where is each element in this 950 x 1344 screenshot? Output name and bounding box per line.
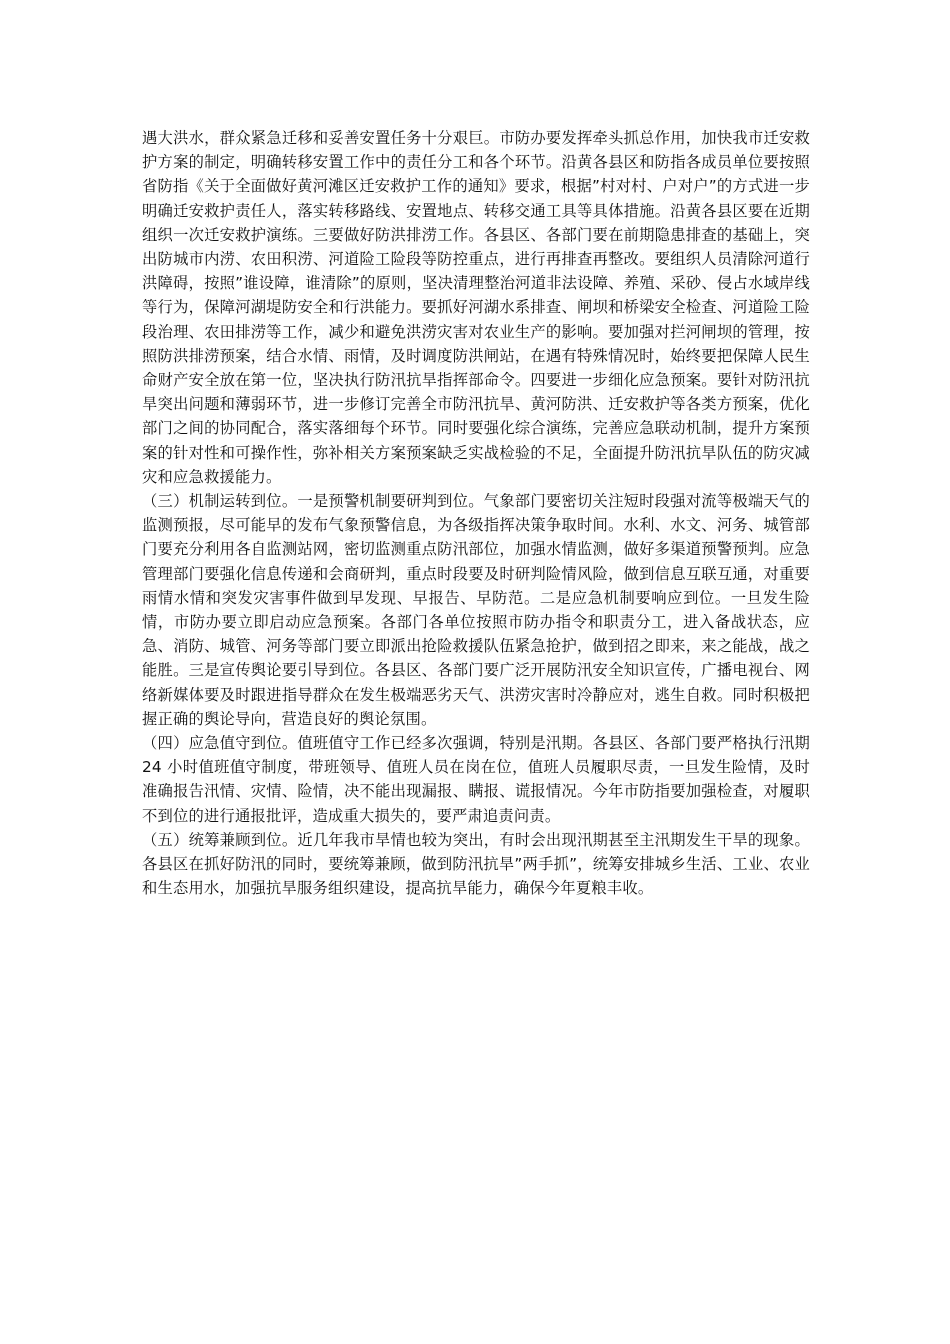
paragraph-mechanism-operation: （三）机制运转到位。一是预警机制要研判到位。气象部门要密切关注短时段强对流等极端天气的监测预报，尽可能早的发布气象预警信息，为各级指挥决策争取时间。水利、水文、河务、城管部门要充分利用各自监测站网，密切监测重点防汛部位，加强水情监测，做好多渠道预警预判。应急管理部门要强化信息传递和会商研判，重点时段要及时研判险情风险，做到信息互联互通，对重要雨情水情和突发灾害事件做到早发现、早报告、早防范。二是应急机制要响应到位。一旦发生险情，市防办要立即启动应急预案。各部门各单位按照市防办指令和职责分工，进入备战状态，应急、消防、城管、河务等部门要立即派出抢险救援队伍紧急抢护，做到招之即来，来之能战，战之能胜。三是宣传舆论要引导到位。各县区、各部门要广泛开展防汛安全知识宣传，广播电视台、网络新媒体要及时跟进指导群众在发生极端恶劣天气、洪涝灾害时冷静应对，逃生自救。同时积极把握正确的舆论导向，营造良好的舆论氛围。 xyxy=(142,492,810,728)
paragraph-emergency-duty: （四）应急值守到位。值班值守工作已经多次强调，特别是汛期。各县区、各部门要严格执行汛期 24 小时值班值守制度，带班领导、值班人员在岗在位，值班人员履职尽责，一旦发生险情，及时准确报告汛情、灾情、险情，决不能出现漏报、瞒报、谎报情况。今年市防指要加强检查，对履职不到位的进行通报批评，造成重大损失的，要严肃追责问责。 xyxy=(142,734,810,825)
document-body xyxy=(142,126,810,901)
paragraph-evacuation-and-drainage: 遇大洪水，群众紧急迁移和妥善安置任务十分艰巨。市防办要发挥牵头抓总作用，加快我市迁安救护方案的制定，明确转移安置工作中的责任分工和各个环节。沿黄各县区和防指各成员单位要按照省防指《关于全面做好黄河滩区迁安救护工作的通知》要求，根据”村对村、户对户”的方式进一步明确迁安救护责任人，落实转移路线、安置地点、转移交通工具等具体措施。沿黄各县区要在近期组织一次迁安救护演练。三要做好防洪排涝工作。各县区、各部门要在前期隐患排查的基础上，突出防城市内涝、农田积涝、河道险工险段等防控重点，进行再排查再整改。要组织人员清除河道行洪障碍，按照”谁设障，谁清除”的原则，坚决清理整治河道非法设障、养殖、采砂、侵占水域岸线等行为，保障河湖堤防安全和行洪能力。要抓好河湖水系排查、闸坝和桥梁安全检查、河道险工险段治理、农田排涝等工作，减少和避免洪涝灾害对农业生产的影响。要加强对拦河闸坝的管理，按照防洪排涝预案，结合水情、雨情，及时调度防洪闸站，在遇有特殊情况时，始终要把保障人民生命财产安全放在第一位，坚决执行防汛抗旱指挥部命令。四要进一步细化应急预案。要针对防汛抗旱突出问题和薄弱环节，进一步修订完善全市防汛抗旱、黄河防洪、迁安救护等各类方预案，优化部门之间的协同配合，落实落细每个环节。同时要强化综合演练，完善应急联动机制，提升方案预案的针对性和可操作性，弥补相关方案预案缺乏实战检验的不足，全面提升防汛抗旱队伍的防灾减灾和应急救援能力。 xyxy=(142,129,810,486)
paragraph-overall-planning: （五）统筹兼顾到位。近几年我市旱情也较为突出，有时会出现汛期甚至主汛期发生干旱的现象。各县区在抓好防汛的同时，要统筹兼顾，做到防汛抗旱”两手抓”，统筹安排城乡生活、工业、农业和生态用水，加强抗旱服务组织建设，提高抗旱能力，确保今年夏粮丰收。 xyxy=(142,830,810,898)
